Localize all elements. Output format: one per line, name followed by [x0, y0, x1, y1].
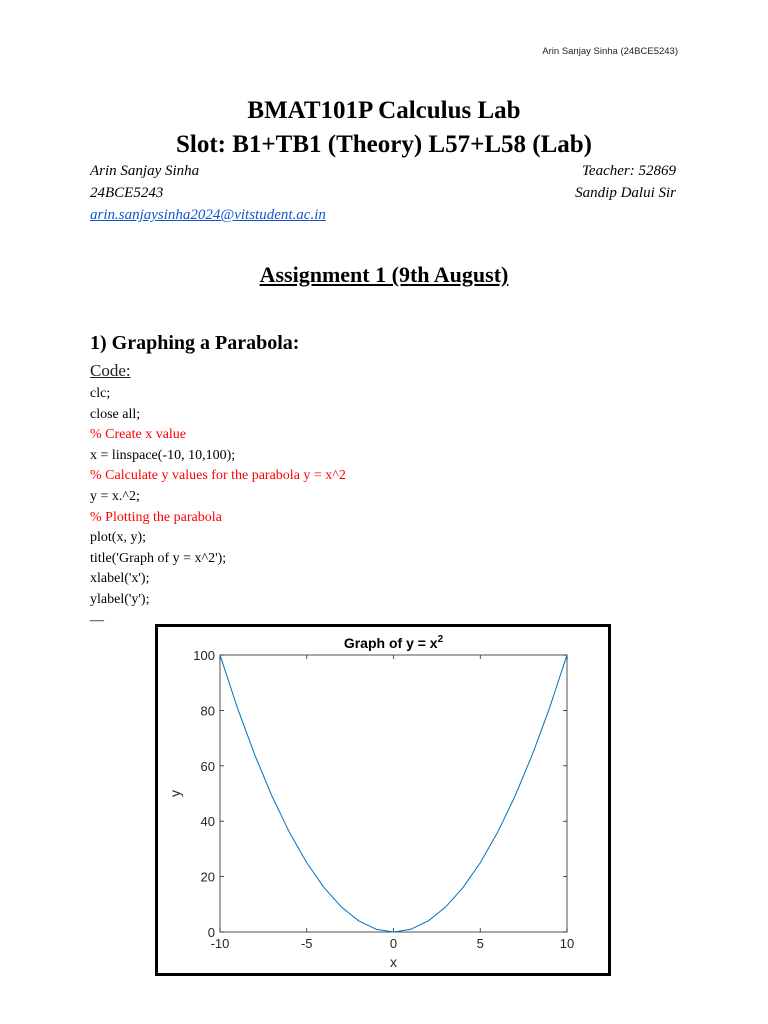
y-tick-label: 60	[200, 758, 215, 774]
chart-figure	[155, 624, 611, 976]
author-reg-no: 24BCE5243	[90, 185, 164, 201]
code-block	[90, 384, 346, 631]
teacher-label: Teacher: 52869	[581, 163, 676, 179]
x-tick-label: 10	[559, 936, 575, 951]
code-comment-line: % Plotting the parabola	[90, 509, 222, 525]
code-line: y = x.^2;	[90, 488, 140, 504]
y-tick-label: 40	[200, 814, 215, 830]
code-line: title('Graph of y = x^2');	[90, 550, 227, 566]
code-line: —	[90, 612, 104, 628]
code-comment-line: % Calculate y values for the parabola y = x^2	[90, 468, 346, 484]
chart-title-text: Graph of y = x	[343, 635, 438, 651]
title-block	[0, 94, 768, 162]
code-line: clc;	[90, 386, 111, 401]
author-email-link[interactable]: arin.sanjaysinha2024@vitstudent.ac.in	[90, 207, 326, 223]
running-header: Arin Sanjay Sinha (24BCE5243)	[542, 46, 678, 57]
x-axis-label: x	[390, 954, 397, 970]
x-tick-label: 0	[389, 936, 398, 951]
x-tick-label: -5	[300, 936, 313, 951]
course-title: BMAT101P Calculus Lab	[247, 97, 521, 124]
x-tick-label: 5	[476, 936, 484, 951]
code-comment-line: % Create x value	[90, 427, 187, 443]
teacher-name: Sandip Dalui Sir	[575, 185, 676, 201]
chart-title	[344, 634, 444, 651]
section-heading: 1) Graphing a Parabola:	[90, 332, 300, 354]
code-line: plot(x, y);	[90, 530, 146, 546]
x-tick-label: -10	[210, 936, 230, 951]
y-axis-label: y	[167, 790, 183, 797]
assignment-title: Assignment 1 (9th August)	[259, 262, 509, 287]
parabola-chart	[158, 627, 607, 972]
code-line: xlabel('x');	[90, 571, 150, 587]
author-name: Arin Sanjay Sinha	[90, 163, 200, 179]
code-line: close all;	[90, 406, 141, 422]
plot-area-box	[220, 655, 567, 932]
y-tick-label: 0	[207, 925, 215, 940]
code-label: Code:	[90, 361, 131, 380]
chart-title-superscript: 2	[437, 634, 444, 645]
y-tick-label: 20	[200, 869, 215, 885]
slot-title: Slot: B1+TB1 (Theory) L57+L58 (Lab)	[175, 131, 592, 158]
y-tick-label: 80	[200, 703, 215, 719]
code-line: x = linspace(-10, 10,100);	[90, 447, 236, 463]
code-line: ylabel('y');	[90, 591, 150, 607]
y-tick-label: 100	[193, 648, 215, 663]
